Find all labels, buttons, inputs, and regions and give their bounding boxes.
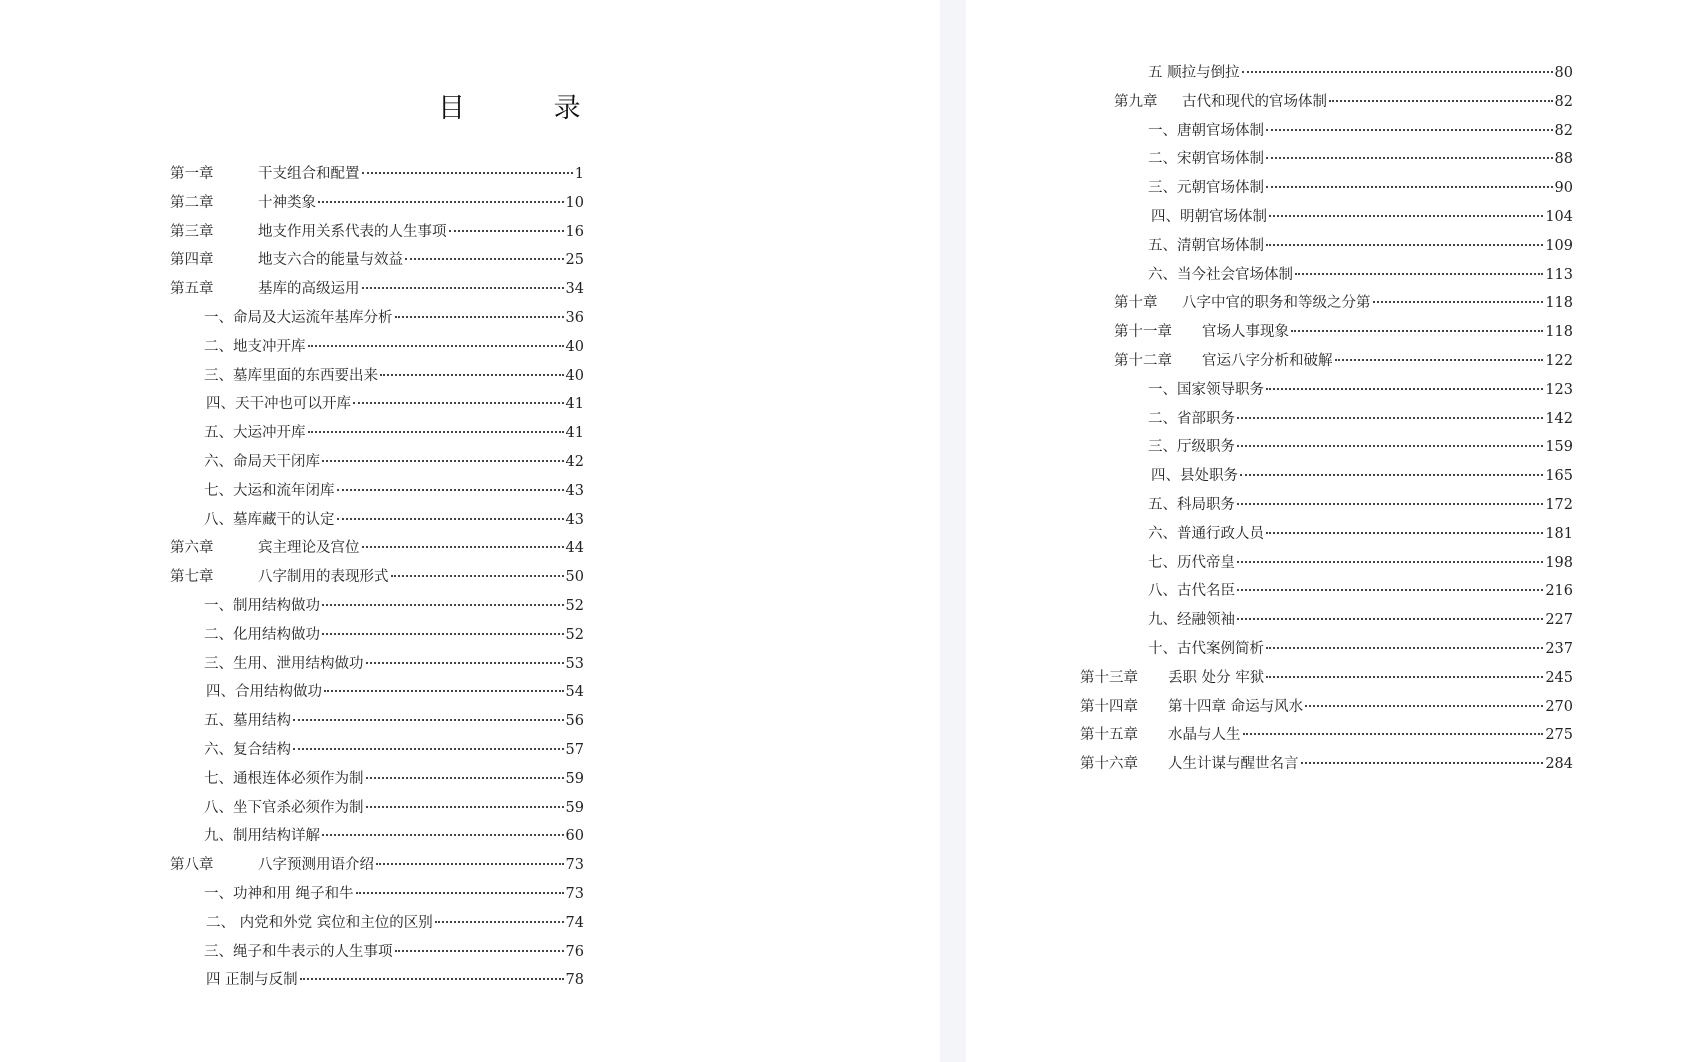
toc-chapter-number: 第六章 [170, 540, 214, 557]
toc-section-entry[interactable] [1114, 378, 1573, 407]
toc-entry-text: 八、坐下官杀必须作为制 [204, 799, 364, 816]
toc-page-number: 181 [1545, 525, 1573, 542]
toc-page-number: 43 [565, 511, 584, 528]
toc-dot-leader [1266, 532, 1543, 534]
toc-dot-leader [1266, 676, 1543, 678]
toc-dot-leader [1266, 186, 1553, 188]
toc-page-number: 73 [565, 857, 584, 874]
toc-section-entry[interactable] [170, 594, 584, 623]
toc-entry-text: 一、唐朝官场体制 [1148, 122, 1264, 139]
toc-entry-text: 五、墓用结构 [204, 713, 291, 730]
toc-section-entry[interactable] [1114, 119, 1573, 148]
toc-page-number: 59 [565, 770, 584, 787]
toc-dot-leader [322, 834, 564, 836]
toc-page-number: 80 [1554, 65, 1573, 81]
toc-entry-text: 一、制用结构做功 [204, 597, 320, 614]
toc-dot-leader [395, 316, 564, 318]
toc-chapter-entry[interactable] [1080, 666, 1573, 695]
toc-page-number: 25 [565, 252, 584, 269]
toc-chapter-number: 第一章 [170, 166, 214, 182]
toc-dot-leader [366, 662, 564, 664]
toc-entry-text: 基库的高级运用 [258, 281, 360, 298]
toc-section-entry[interactable] [1114, 205, 1573, 234]
toc-section-entry[interactable] [170, 450, 584, 479]
toc-page-number: 59 [565, 799, 584, 816]
toc-dot-leader [366, 806, 564, 808]
toc-page-number: 76 [565, 943, 584, 960]
toc-chapter-number: 第二章 [170, 194, 214, 211]
toc-entry-text: 一、功神和用 绳子和牛 [204, 885, 354, 902]
toc-page-number: 198 [1545, 554, 1573, 571]
toc-dot-leader [405, 258, 564, 260]
toc-section-entry[interactable] [170, 709, 584, 738]
toc-section-entry[interactable] [170, 882, 584, 911]
toc-entry-text: 五、清朝官场体制 [1148, 237, 1264, 254]
toc-dot-leader [1329, 100, 1553, 102]
toc-chapter-number: 第十四章 [1080, 698, 1138, 715]
toc-entry-text: 九、制用结构详解 [204, 828, 320, 845]
toc-page-number: 109 [1545, 237, 1573, 254]
toc-page-number: 50 [565, 569, 584, 586]
toc-chapter-entry[interactable] [170, 277, 584, 306]
toc-entry-text: 三、墓库里面的东西要出来 [204, 367, 378, 384]
toc-page-number: 118 [1545, 295, 1573, 312]
toc-chapter-entry[interactable] [170, 162, 584, 191]
toc-dot-leader [356, 892, 564, 894]
toc-section-entry[interactable] [1114, 493, 1573, 522]
toc-chapter-entry[interactable] [170, 565, 584, 594]
toc-dot-leader [1266, 129, 1553, 131]
toc-entry-text: 八字制用的表现形式 [258, 569, 389, 586]
toc-page-number: 54 [565, 684, 584, 701]
toc-dot-leader [1242, 71, 1553, 73]
toc-entry-text: 二、化用结构做功 [204, 626, 320, 643]
toc-page-number: 275 [1545, 727, 1573, 744]
toc-entry-text: 九、经融领袖 [1148, 612, 1235, 629]
toc-page-number: 122 [1545, 352, 1573, 369]
toc-entry-text: 八、古代名臣 [1148, 583, 1235, 600]
toc-entry-text: 四、天干冲也可以开库 [206, 396, 351, 413]
toc-entry-text: 二、省部职务 [1148, 410, 1235, 427]
toc-dot-leader [1237, 445, 1543, 447]
toc-section-entry[interactable] [1114, 176, 1573, 205]
toc-dot-leader [1305, 705, 1543, 707]
toc-title: 目 录 [438, 93, 621, 124]
toc-page-number: 227 [1545, 612, 1573, 629]
toc-page-number: 165 [1545, 468, 1573, 485]
toc-chapter-number: 第八章 [170, 857, 214, 874]
toc-entry-text: 一、国家领导职务 [1148, 381, 1264, 398]
toc-chapter-number: 第三章 [170, 223, 214, 240]
toc-page-number: 41 [565, 425, 584, 442]
toc-page-number: 40 [565, 367, 584, 384]
toc-dot-leader [391, 575, 564, 577]
toc-list-left [170, 162, 584, 997]
toc-section-entry[interactable] [1114, 61, 1573, 90]
toc-page-number: 113 [1545, 266, 1573, 283]
toc-dot-leader [308, 431, 564, 433]
toc-dot-leader [322, 460, 564, 462]
toc-section-entry[interactable] [170, 680, 584, 709]
toc-dot-leader [1237, 503, 1543, 505]
toc-entry-text: 六、普通行政人员 [1148, 525, 1264, 542]
toc-chapter-number: 第十章 [1114, 295, 1158, 312]
toc-section-entry[interactable] [1114, 234, 1573, 263]
toc-page-number: 44 [565, 540, 584, 557]
toc-entry-text: 地支六合的能量与效益 [258, 252, 403, 269]
toc-section-entry[interactable] [170, 968, 584, 997]
toc-page-number: 172 [1545, 496, 1573, 513]
toc-dot-leader [293, 748, 564, 750]
toc-dot-leader [376, 863, 564, 865]
toc-chapter-number: 第十二章 [1114, 352, 1172, 369]
toc-page-number: 73 [565, 885, 584, 902]
toc-dot-leader [395, 950, 564, 952]
toc-dot-leader [362, 172, 573, 174]
toc-dot-leader [1266, 157, 1553, 159]
toc-list-right [1080, 61, 1573, 781]
toc-dot-leader [337, 489, 564, 491]
toc-page-number: 52 [565, 626, 584, 643]
toc-chapter-entry[interactable] [1080, 695, 1573, 724]
toc-page-number: 41 [565, 396, 584, 413]
toc-page-number: 43 [565, 482, 584, 499]
toc-chapter-entry[interactable] [170, 220, 584, 249]
toc-page-number: 52 [565, 597, 584, 614]
toc-dot-leader [1237, 589, 1543, 591]
toc-dot-leader [1295, 273, 1543, 275]
toc-entry-text: 八、墓库藏干的认定 [204, 511, 335, 528]
toc-dot-leader [318, 201, 564, 203]
toc-dot-leader [1291, 330, 1543, 332]
toc-entry-text: 十神类象 [258, 194, 316, 211]
toc-chapter-entry[interactable] [1114, 90, 1573, 119]
toc-page-number: 40 [565, 338, 584, 355]
toc-section-entry[interactable] [1114, 551, 1573, 580]
toc-page-number: 82 [1554, 93, 1573, 110]
toc-dot-leader [380, 374, 564, 376]
toc-section-entry[interactable] [1114, 464, 1573, 493]
toc-entry-text: 三、元朝官场体制 [1148, 180, 1264, 197]
toc-dot-leader [1237, 417, 1543, 419]
toc-chapter-number: 第四章 [170, 252, 214, 269]
toc-page-number: 118 [1545, 324, 1573, 341]
toc-page-number: 78 [565, 972, 584, 989]
toc-section-entry[interactable] [170, 335, 584, 364]
toc-page-number: 1 [574, 166, 584, 182]
page-gutter [940, 0, 966, 1062]
toc-dot-leader [1266, 244, 1543, 246]
toc-page-number: 90 [1554, 180, 1573, 197]
toc-entry-text: 七、通根连体必须作为制 [204, 770, 364, 787]
toc-dot-leader [324, 690, 564, 692]
toc-page-number: 60 [565, 828, 584, 845]
toc-dot-leader [1335, 359, 1544, 361]
toc-dot-leader [1237, 618, 1543, 620]
toc-entry-text: 二、地支冲开库 [204, 338, 306, 355]
toc-entry-text: 六、命局天干闭库 [204, 453, 320, 470]
toc-entry-text: 十、古代案例简析 [1148, 640, 1264, 657]
toc-dot-leader [293, 719, 564, 721]
toc-page-number: 216 [1545, 583, 1573, 600]
toc-page-number: 57 [565, 741, 584, 758]
toc-entry-text: 六、复合结构 [204, 741, 291, 758]
toc-chapter-number: 第十六章 [1080, 756, 1138, 773]
toc-page-number: 42 [565, 453, 584, 470]
toc-page-number: 36 [565, 309, 584, 326]
toc-section-entry[interactable] [170, 911, 584, 940]
toc-entry-text: 五 顺拉与倒拉 [1148, 65, 1240, 81]
toc-page-number: 123 [1545, 381, 1573, 398]
toc-section-entry[interactable] [1114, 608, 1573, 637]
toc-page-number: 88 [1554, 151, 1573, 168]
toc-page-number: 284 [1545, 756, 1573, 773]
toc-dot-leader [1266, 647, 1543, 649]
toc-entry-text: 五、大运冲开库 [204, 425, 306, 442]
toc-section-entry[interactable] [1114, 637, 1573, 666]
toc-entry-text: 八字预测用语介绍 [258, 857, 374, 874]
toc-dot-leader [1240, 474, 1543, 476]
toc-entry-text: 一、命局及大运流年基库分析 [204, 309, 393, 326]
toc-entry-text: 三、厅级职务 [1148, 439, 1235, 456]
toc-entry-text: 水晶与人生 [1168, 727, 1241, 744]
toc-dot-leader [362, 546, 564, 548]
toc-chapter-entry[interactable] [1114, 349, 1573, 378]
toc-dot-leader [322, 604, 564, 606]
toc-chapter-entry[interactable] [170, 248, 584, 277]
toc-chapter-entry[interactable] [1114, 291, 1573, 320]
toc-entry-text: 六、当今社会官场体制 [1148, 266, 1293, 283]
toc-dot-leader [1243, 733, 1544, 735]
toc-section-entry[interactable] [170, 824, 584, 853]
toc-dot-leader [322, 633, 564, 635]
toc-entry-text: 四、县处职务 [1151, 468, 1238, 485]
toc-entry-text: 四 正制与反制 [206, 972, 298, 989]
toc-chapter-number: 第十三章 [1080, 669, 1138, 686]
toc-page-number: 34 [565, 281, 584, 298]
toc-chapter-number: 第七章 [170, 569, 214, 586]
toc-section-entry[interactable] [1114, 522, 1573, 551]
toc-page-number: 82 [1554, 122, 1573, 139]
toc-chapter-number: 第十五章 [1080, 727, 1138, 744]
toc-entry-text: 三、绳子和牛表示的人生事项 [204, 943, 393, 960]
toc-page-number: 16 [565, 223, 584, 240]
toc-dot-leader [449, 230, 564, 232]
toc-entry-text: 二、 内党和外党 宾位和主位的区别 [206, 914, 433, 931]
toc-chapter-entry[interactable] [1080, 752, 1573, 781]
toc-entry-text: 丢职 处分 牢狱 [1168, 669, 1265, 686]
toc-entry-text: 第十四章 命运与风水 [1168, 698, 1304, 715]
toc-entry-text: 四、明朝官场体制 [1151, 208, 1267, 225]
toc-chapter-number: 第九章 [1114, 93, 1158, 110]
toc-chapter-entry[interactable] [170, 536, 584, 565]
toc-chapter-number: 第五章 [170, 281, 214, 298]
toc-entry-text: 官运八字分析和破解 [1202, 352, 1333, 369]
toc-dot-leader [366, 777, 564, 779]
toc-section-entry[interactable] [170, 738, 584, 767]
toc-dot-leader [1269, 215, 1543, 217]
toc-page-number: 53 [565, 655, 584, 672]
toc-dot-leader [362, 287, 564, 289]
toc-page-number: 237 [1545, 640, 1573, 657]
toc-entry-text: 人生计谋与醒世名言 [1168, 756, 1299, 773]
toc-section-entry[interactable] [170, 623, 584, 652]
toc-dot-leader [435, 921, 564, 923]
toc-entry-text: 七、大运和流年闭库 [204, 482, 335, 499]
toc-section-entry[interactable] [1114, 147, 1573, 176]
toc-entry-text: 三、生用、泄用结构做功 [204, 655, 364, 672]
toc-page-number: 56 [565, 713, 584, 730]
toc-dot-leader [353, 402, 564, 404]
toc-section-entry[interactable] [1114, 435, 1573, 464]
toc-section-entry[interactable] [170, 421, 584, 450]
toc-dot-leader [337, 518, 564, 520]
toc-page-number: 270 [1545, 698, 1573, 715]
toc-page-number: 159 [1545, 439, 1573, 456]
toc-entry-text: 干支组合和配置 [258, 166, 360, 182]
toc-dot-leader [1373, 301, 1544, 303]
toc-page-number: 104 [1545, 208, 1573, 225]
toc-entry-text: 宾主理论及宫位 [258, 540, 360, 557]
toc-section-entry[interactable] [170, 306, 584, 335]
toc-chapter-number: 第十一章 [1114, 324, 1172, 341]
toc-entry-text: 五、科局职务 [1148, 496, 1235, 513]
toc-entry-text: 官场人事现象 [1202, 324, 1289, 341]
toc-section-entry[interactable] [170, 392, 584, 421]
toc-page-number: 245 [1545, 669, 1573, 686]
toc-entry-text: 古代和现代的官场体制 [1182, 93, 1327, 110]
toc-entry-text: 四、合用结构做功 [206, 684, 322, 701]
toc-entry-text: 七、历代帝皇 [1148, 554, 1235, 571]
toc-entry-text: 地支作用关系代表的人生事项 [258, 223, 447, 240]
toc-dot-leader [308, 345, 564, 347]
toc-page-number: 10 [565, 194, 584, 211]
toc-section-entry[interactable] [170, 479, 584, 508]
toc-chapter-entry[interactable] [1080, 723, 1573, 752]
toc-section-entry[interactable] [170, 652, 584, 681]
toc-dot-leader [300, 978, 564, 980]
toc-section-entry[interactable] [170, 767, 584, 796]
toc-dot-leader [1266, 388, 1543, 390]
toc-section-entry[interactable] [1114, 407, 1573, 436]
toc-dot-leader [1301, 762, 1544, 764]
toc-section-entry[interactable] [170, 364, 584, 393]
toc-section-entry[interactable] [1114, 263, 1573, 292]
toc-page-number: 142 [1545, 410, 1573, 427]
toc-chapter-entry[interactable] [1114, 320, 1573, 349]
toc-section-entry[interactable] [170, 940, 584, 969]
toc-chapter-entry[interactable] [170, 853, 584, 882]
toc-entry-text: 八字中官的职务和等级之分第 [1182, 295, 1371, 312]
toc-entry-text: 二、宋朝官场体制 [1148, 151, 1264, 168]
toc-section-entry[interactable] [1114, 579, 1573, 608]
toc-page-number: 74 [565, 914, 584, 931]
toc-dot-leader [1237, 561, 1543, 563]
toc-section-entry[interactable] [170, 508, 584, 537]
toc-chapter-entry[interactable] [170, 191, 584, 220]
toc-section-entry[interactable] [170, 796, 584, 825]
